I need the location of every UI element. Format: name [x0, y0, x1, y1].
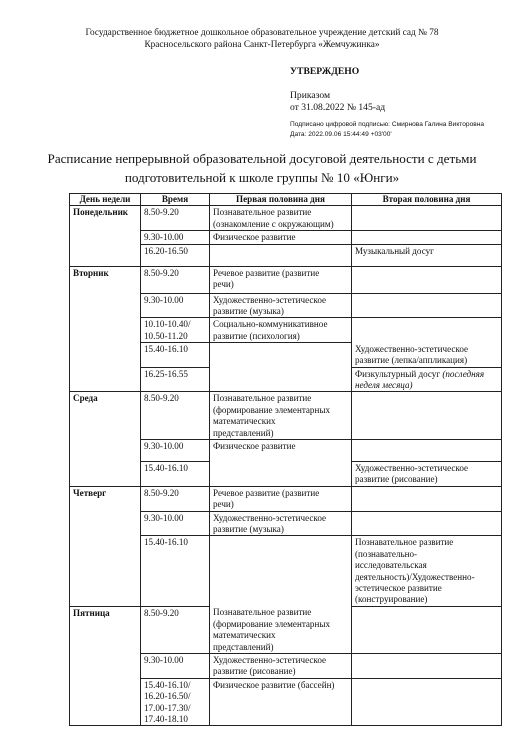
cell-text-line: (ознакомление с окружающим): [213, 218, 334, 229]
first-half-cell: [210, 266, 352, 293]
cell-text-line: (формирование элементарных: [213, 404, 331, 415]
cell-text-line: математических: [213, 630, 276, 641]
time-cell: [141, 462, 210, 487]
cell-text-line: (конструирование): [355, 594, 428, 605]
cell-text-line: речи): [213, 279, 234, 290]
cell-text-line: деятельность)/Художественно-: [355, 571, 475, 582]
first-half-cell: [210, 606, 352, 653]
second-half-cell: [352, 654, 502, 679]
cell-text-line: Художественно-эстетическое: [213, 655, 327, 665]
cell-note-line: неделя месяца): [355, 379, 413, 390]
cell-text-line: развитие (лепка/аппликация): [355, 355, 468, 366]
first-half-cell: [210, 440, 352, 462]
cell-text-line: Физкультурный досуг: [355, 368, 441, 379]
cell-text-line: (формирование элементарных: [213, 618, 331, 629]
cell-text-line: 8.50-9.20: [144, 393, 179, 404]
time-cell: [141, 606, 210, 653]
second-half-cell: [352, 244, 502, 266]
second-half-cell: [352, 511, 502, 536]
second-half-cell: [352, 293, 502, 318]
cell-text-line: 8.50-9.20: [144, 207, 179, 218]
first-half-cell: [210, 536, 352, 606]
schedule-body: [70, 206, 502, 726]
header-day: День недели: [70, 194, 141, 206]
approval-title: УТВЕРЖДЕНО: [290, 66, 360, 77]
header-time: Время: [141, 194, 210, 206]
first-half-cell: [210, 678, 352, 726]
second-half-cell: [352, 343, 502, 367]
org-name-line2: Красносельского района Санкт-Петербурга «Жемчужинка»: [144, 40, 380, 50]
second-half-cell: [352, 440, 502, 462]
cell-text-line: Речевое развитие (развитие: [213, 487, 320, 498]
digital-signature-date: Дата: 2022.09.06 15:44:49 +03'00': [290, 131, 392, 138]
second-half-cell: [352, 486, 502, 511]
cell-text-line: Художественно-эстетическое: [355, 343, 469, 354]
cell-text-line: 9.30-10.00: [144, 512, 184, 523]
cell-text-line: 8.50-9.20: [144, 267, 179, 278]
time-cell: [141, 654, 210, 679]
time-cell: [141, 511, 210, 536]
document-title-line2: подготовительной к школе группы № 10 «Юнги»: [124, 170, 400, 185]
day-cell: Четверг: [70, 486, 141, 606]
day-cell: Пятница: [70, 606, 141, 726]
cell-text-line: Познавательное развитие: [213, 207, 312, 218]
first-half-cell: [210, 206, 352, 231]
day-cell: Понедельник: [70, 206, 141, 266]
time-cell: [141, 367, 210, 392]
cell-text-line: развитие (рисование): [355, 474, 438, 485]
second-half-cell: [352, 392, 502, 440]
second-half-cell: [352, 206, 502, 231]
cell-text-line: Физическое развитие (бассейн): [213, 679, 335, 690]
cell-text-line: 9.30-10.00: [144, 655, 184, 665]
time-cell: [141, 343, 210, 367]
cell-text-line: Физическое развитие: [213, 441, 296, 451]
document-title-line1: Расписание непрерывной образовательной досуговой деятельности с детьми: [47, 151, 477, 166]
first-half-cell: [210, 462, 352, 487]
cell-text-line: развитие (рисование): [213, 666, 296, 677]
cell-text-line: 16.20-16.50: [144, 245, 188, 256]
cell-text-line: 9.30-10.00: [144, 441, 184, 451]
time-cell: [141, 231, 210, 244]
time-cell: [141, 318, 210, 343]
cell-note-line: (последняя: [442, 368, 485, 379]
cell-text-line: представлений): [213, 641, 274, 652]
time-cell: [141, 486, 210, 511]
second-half-cell: [352, 462, 502, 487]
cell-text-line: развитие (психология): [213, 330, 300, 341]
first-half-cell: [210, 318, 352, 343]
first-half-cell: [210, 231, 352, 244]
cell-text-line: 10.10-10.40/: [144, 319, 191, 330]
first-half-cell: [210, 367, 352, 392]
cell-text-line: Музыкальный досуг: [355, 245, 434, 256]
cell-text-line: Речевое развитие (развитие: [213, 267, 320, 278]
cell-text-line: речи): [213, 499, 234, 510]
cell-text-line: (познавательно-: [355, 548, 418, 559]
table-row: [70, 392, 502, 440]
time-cell: [141, 206, 210, 231]
cell-text-line: эстетическое развитие: [355, 583, 442, 594]
cell-text-line: Физическое развитие: [213, 232, 296, 243]
time-cell: [141, 293, 210, 318]
first-half-cell: [210, 392, 352, 440]
day-cell: Среда: [70, 392, 141, 486]
cell-text-line: 16.20-16.50/: [144, 691, 191, 702]
first-half-cell: [210, 654, 352, 679]
time-cell: [141, 244, 210, 266]
first-half-cell: [210, 293, 352, 318]
time-cell: [141, 678, 210, 726]
first-half-cell: [210, 511, 352, 536]
table-row: [70, 206, 502, 231]
digital-signature-line1: Подписано цифровой подписью: Смирнова Галина Викторовна: [290, 121, 485, 128]
cell-text-line: развитие (музыка): [213, 524, 284, 535]
cell-text-line: 16.25-16.55: [144, 368, 188, 379]
cell-text-line: 17.40-18.10: [144, 714, 188, 725]
cell-text-line: 8.50-9.20: [144, 607, 179, 618]
first-half-cell: [210, 486, 352, 511]
cell-text-line: математических: [213, 416, 276, 427]
cell-text-line: Познавательное развитие: [213, 607, 312, 618]
table-row: [70, 606, 502, 653]
time-cell: [141, 266, 210, 293]
time-cell: [141, 392, 210, 440]
table-row: [70, 486, 502, 511]
second-half-cell: [352, 367, 502, 392]
table-row: [70, 266, 502, 293]
cell-text-line: исследовательская: [355, 560, 427, 571]
header-second-half: Вторая половина дня: [352, 194, 502, 206]
table-header-row: [70, 194, 502, 206]
second-half-cell: [352, 318, 502, 343]
cell-text-line: представлений): [213, 427, 274, 438]
second-half-cell: [352, 678, 502, 726]
cell-text-line: 15.40-16.10: [144, 463, 188, 473]
cell-text-line: 15.40-16.10/: [144, 679, 191, 690]
cell-text-line: Художественно-эстетическое: [213, 294, 327, 305]
schedule-table: [69, 193, 502, 726]
cell-text-line: Художественно-эстетическое: [213, 512, 327, 523]
cell-text-line: Социально-коммуникативное: [213, 319, 328, 330]
approval-order-label: Приказом: [290, 90, 331, 101]
cell-text-line: 15.40-16.10: [144, 344, 188, 355]
second-half-cell: [352, 536, 502, 606]
cell-text-line: 9.30-10.00: [144, 294, 184, 305]
day-cell: Вторник: [70, 266, 141, 392]
cell-text-line: 8.50-9.20: [144, 487, 179, 498]
first-half-cell: [210, 244, 352, 266]
cell-text-line: 17.00-17.30/: [144, 702, 191, 713]
cell-text-line: Познавательное развитие: [355, 537, 454, 548]
second-half-cell: [352, 606, 502, 653]
second-half-cell: [352, 266, 502, 293]
time-cell: [141, 536, 210, 606]
cell-text-line: 15.40-16.10: [144, 537, 188, 548]
cell-text-line: Художественно-эстетическое: [355, 463, 469, 473]
org-name-line1: Государственное бюджетное дошкольное образовательное учреждение детский сад № 78: [85, 28, 439, 38]
cell-text-line: 9.30-10.00: [144, 232, 184, 243]
cell-text-line: Познавательное развитие: [213, 393, 312, 404]
time-cell: [141, 440, 210, 462]
cell-text-line: развитие (музыка): [213, 306, 284, 317]
header-first-half: Первая половина дня: [210, 194, 352, 206]
second-half-cell: [352, 231, 502, 244]
approval-order-number: от 31.08.2022 № 145-ад: [290, 102, 386, 113]
cell-text-line: 10.50-11.20: [144, 330, 188, 341]
first-half-cell: [210, 343, 352, 367]
